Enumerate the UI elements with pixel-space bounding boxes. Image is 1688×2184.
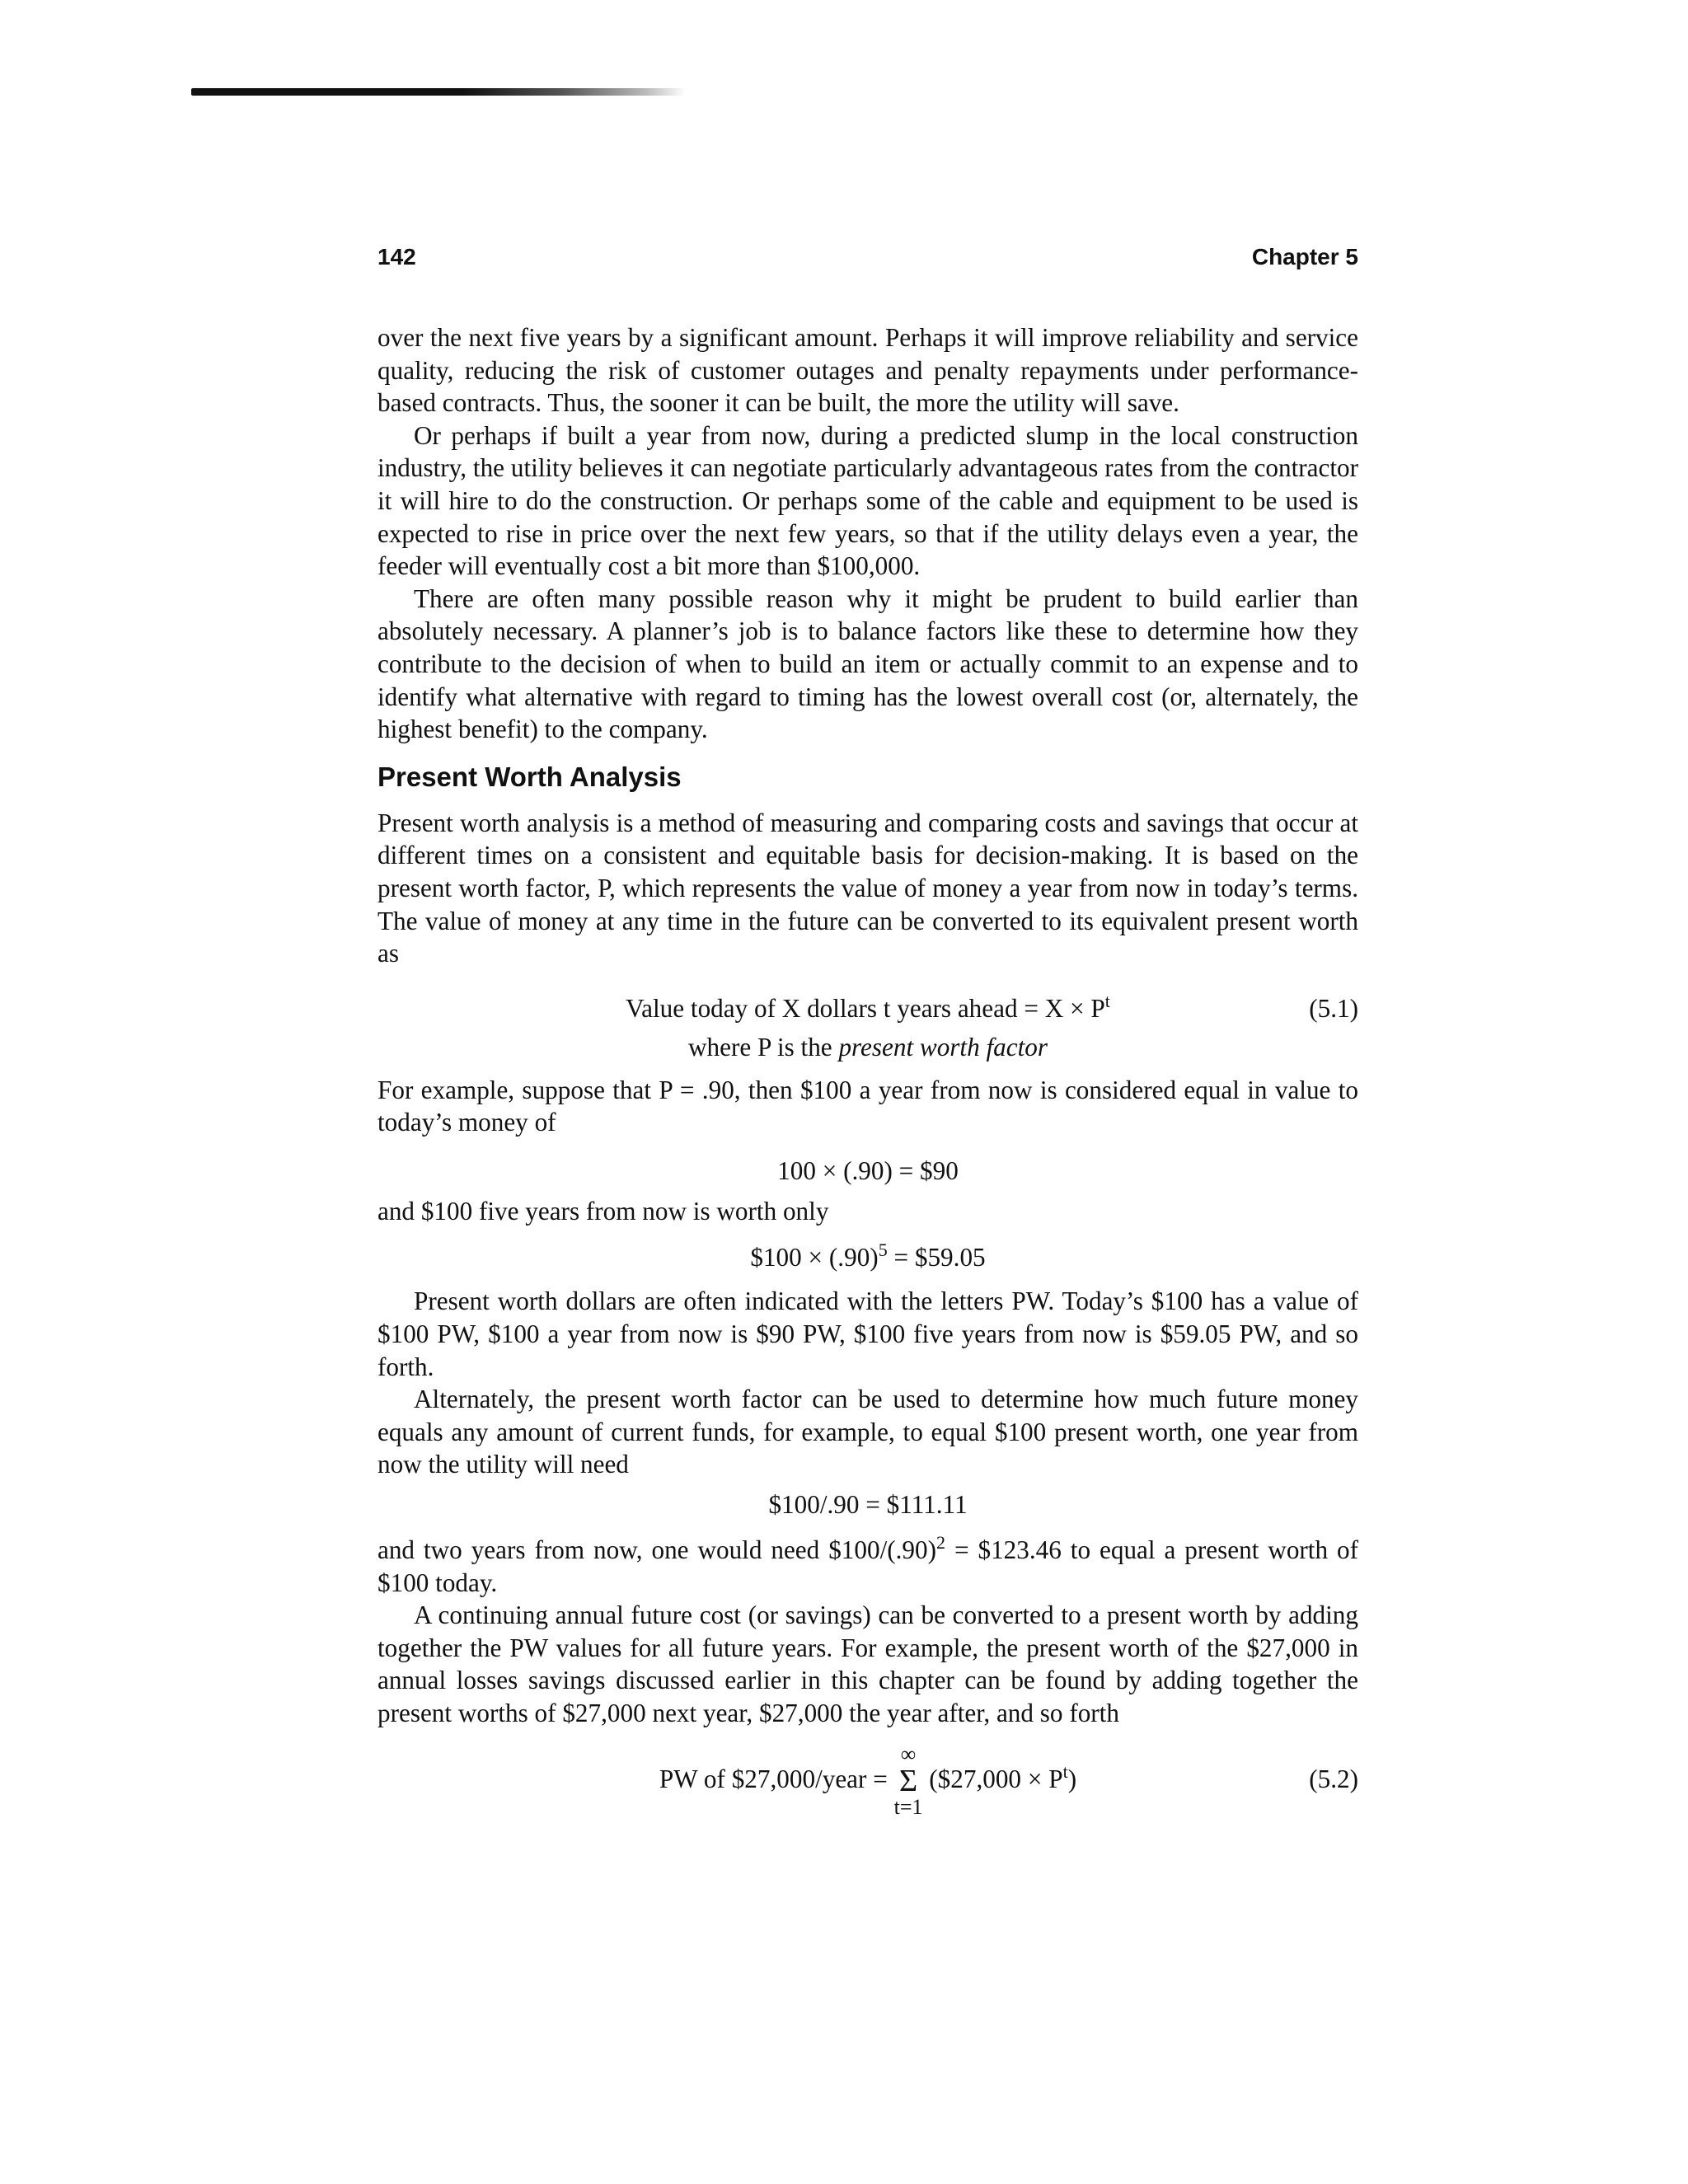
equation-5-2 xyxy=(377,1736,1358,1822)
running-header xyxy=(377,244,1358,284)
equation-5-1-note-prefix: where P is the xyxy=(687,1032,839,1062)
example-equation-2 xyxy=(377,1237,1358,1278)
paragraph-6: and $100 five years from now is worth only xyxy=(377,1196,829,1226)
paragraph-2: Or perhaps if built a year from now, during a predicted slump in the local construction industry, the utility believes it can negotiate particularly advantageous rates from the contractor it will hire to do the construction. Or perhaps some of the cable and equipment to be used is expected to rise in price over the next few years, so that if the utility delays even a year, the feeder will eventually cost a bit more than $100,000. xyxy=(377,420,1358,581)
example-equation-2-exponent: 5 xyxy=(878,1240,888,1261)
example-equation-3 xyxy=(377,1484,1358,1526)
paragraph-8: Alternately, the present worth factor can be used to determine how much future money equals any amount of current funds, for example, to equal $100 present worth, one year from now the utility will need xyxy=(377,1385,1358,1479)
chapter-label: Chapter 5 xyxy=(1251,244,1358,269)
example-equation-1 xyxy=(377,1151,1358,1192)
equation-5-1-body xyxy=(626,990,1110,1023)
equation-5-2-exponent: t xyxy=(1062,1760,1068,1782)
paragraph-9 xyxy=(377,1534,1358,1599)
equation-5-1-exponent: t xyxy=(1104,990,1110,1011)
paragraph-9-b: = $123.46 to equal a present worth of $100 today. xyxy=(377,1535,1358,1597)
paragraph-1: over the next five years by a significant amount. Perhaps it will improve reliability and service quality, reducing the risk of customer outages and penalty repayments under performance-based contracts. Thus, the sooner it can be built, the more the utility will save. xyxy=(377,323,1358,418)
paragraph-7: Present worth dollars are often indicated with the letters PW. Today’s $100 has a value of $100 PW, $100 a year from now is $90 PW, $100 five years from now is $59.05 PW, and so forth. xyxy=(377,1286,1358,1381)
equation-5-1-note-term: present worth factor xyxy=(838,1032,1048,1062)
equation-5-2-rhs-a: ($27,000 × P xyxy=(929,1764,1063,1793)
equation-5-1 xyxy=(377,988,1358,1029)
paragraph-5: For example, suppose that P = .90, then $100 a year from now is considered equal in value to today’s money of xyxy=(377,1075,1358,1137)
equation-5-1-number: (5.1) xyxy=(1309,993,1358,1023)
section-heading: Present Worth Analysis xyxy=(377,761,682,792)
equation-5-2-lhs: PW of $27,000/year = xyxy=(659,1764,894,1793)
equation-5-1-note xyxy=(377,1029,1358,1066)
example-equation-2-b: = $59.05 xyxy=(887,1243,986,1272)
paragraph-9-exponent: 2 xyxy=(936,1532,945,1554)
page-number: 142 xyxy=(377,244,416,269)
paragraph-9-a: and two years from now, one would need $100/(.90) xyxy=(377,1535,936,1565)
page-body xyxy=(377,321,1358,1822)
summation-sign: Σ xyxy=(898,1764,918,1799)
paragraph-3: There are often many possible reason why it might be prudent to build earlier than absolutely necessary. A planner’s job is to balance factors like these to determine how they contribute to the decision of when to build an item or actually commit to an expense and to identify what alternative with regard to timing has the lowest overall cost (or, alternately, the highest benefit) to the company. xyxy=(377,583,1358,744)
equation-5-2-body xyxy=(659,1742,1077,1820)
paragraph-10: A continuing annual future cost (or savings) can be converted to a present worth by adding together the PW values for all future years. For example, the present worth of the $27,000 in annual losses savings discussed earlier in this chapter can be found by adding together the present worths of $27,000 next year, $27,000 the year after, and so forth xyxy=(377,1601,1358,1727)
example-equation-1-text: 100 × (.90) = $90 xyxy=(777,1155,959,1185)
example-equation-3-text: $100/.90 = $111.11 xyxy=(768,1490,968,1520)
example-equation-2-a: $100 × (.90) xyxy=(750,1243,879,1272)
summation-upper-limit: ∞ xyxy=(900,1742,917,1767)
summation-lower-limit: t=1 xyxy=(893,1795,923,1820)
scan-top-rule xyxy=(191,88,686,96)
summation xyxy=(894,1743,923,1819)
paragraph-4: Present worth analysis is a method of measuring and comparing costs and savings that occur at different times on a consistent and equitable basis for decision-making. It is based on the present worth factor, P, which represents the value of money a year from now in today’s terms. The value of money at any time in the future can be converted to its equivalent present worth as xyxy=(377,808,1358,968)
equation-5-1-text: Value today of X dollars t years ahead = X × P xyxy=(626,993,1105,1023)
equation-5-2-rhs-b: ) xyxy=(1067,1764,1077,1793)
equation-5-2-number: (5.2) xyxy=(1309,1764,1358,1793)
